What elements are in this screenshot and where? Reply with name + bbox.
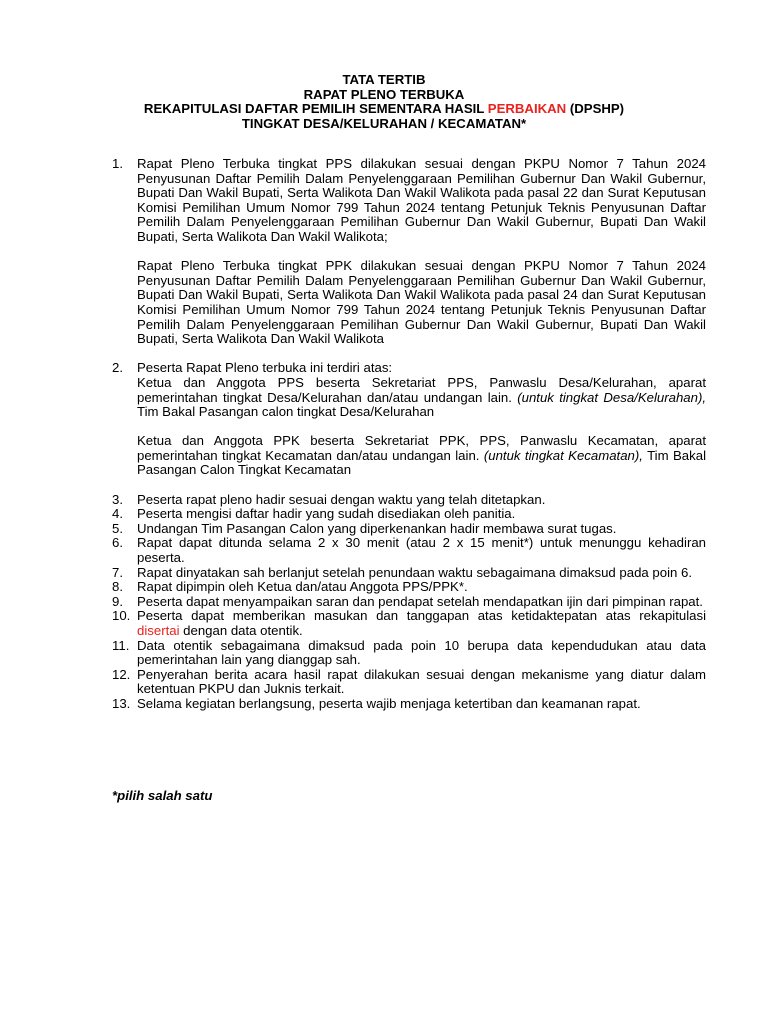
title-line-1: TATA TERTIB bbox=[342, 72, 426, 87]
rules-list bbox=[112, 157, 706, 712]
item-2-pps-italic: (untuk tingkat Desa/Kelurahan), bbox=[517, 389, 706, 405]
item-text: Undangan Tim Pasangan Calon yang diperkenankan hadir membawa surat tugas. bbox=[137, 520, 617, 536]
item-2-pps-tail: Tim Bakal Pasangan calon tingkat Desa/Kelurahan bbox=[137, 404, 435, 420]
item-number: 2. bbox=[112, 360, 123, 376]
item-2-paragraph-pps bbox=[137, 376, 706, 420]
item-number: 5. bbox=[112, 520, 123, 536]
document-title bbox=[0, 73, 768, 131]
item-text: Rapat dipimpin oleh Ketua dan/atau Anggota PPS/PPK*. bbox=[137, 579, 468, 595]
list-item-11 bbox=[112, 639, 706, 668]
item-text: Rapat dapat ditunda selama 2 x 30 menit (atau 2 x 15 menit*) untuk menunggu kehadiran peserta. bbox=[137, 535, 706, 566]
item-number: 10. bbox=[112, 608, 131, 624]
item-text bbox=[137, 609, 706, 638]
item-number: 7. bbox=[112, 564, 123, 580]
item-2-ppk-tail: Tim Bakal Pasangan Calon Tingkat Kecamatan bbox=[137, 447, 706, 478]
list-item-1 bbox=[112, 157, 706, 347]
item-2-ppk-text: Ketua dan Anggota PPK beserta Sekretariat PPK, PPS, Panwaslu Kecamatan, aparat pemerintahan tingkat Kecamatan dan/atau undangan lain. bbox=[137, 433, 706, 463]
title-line-3-start: REKAPITULASI DAFTAR PEMILIH SEMENTARA HASIL bbox=[143, 101, 488, 117]
item-1-paragraph-pps: Rapat Pleno Terbuka tingkat PPS dilakukan sesuai dengan PKPU Nomor 7 Tahun 2024 Penyusunan Daftar Pemilih Dalam Penyelenggaraan Pemilihan Gubernur Dan Wakil Gubernur, Bupati Dan Wakil Bupati, Serta Walikota Dan Wakil Walikota pada pasal 22 dan Surat Keputusan Komisi Pemilihan Umum Nomor 799 Tahun 2024 tentang Petunjuk Teknis Penyusunan Daftar Pemilih Dalam Penyelenggaraan Pemilihan Gubernur Dan Wakil Gubernur, Bupati Dan Wakil Bupati, Serta Walikota Dan Wakil Walikota; bbox=[137, 156, 706, 244]
item-number: 12. bbox=[112, 666, 131, 682]
item-text: Selama kegiatan berlangsung, peserta wajib menjaga ketertiban dan keamanan rapat. bbox=[137, 695, 641, 711]
item-2-pps-text: Ketua dan Anggota PPS beserta Sekretariat PPS, Panwaslu Desa/Kelurahan, aparat pemerintahan tingkat Desa/Kelurahan dan/atau undangan lain. bbox=[137, 374, 706, 405]
item-text: Rapat dinyatakan sah berlanjut setelah penundaan waktu sebagaimana dimaksud pada poin 6. bbox=[137, 564, 693, 580]
item-10-highlight-disertai: disertai bbox=[137, 623, 180, 638]
item-number: 9. bbox=[112, 593, 123, 609]
title-line-3-end: (DPSHP) bbox=[566, 101, 625, 117]
list-item-12 bbox=[112, 668, 706, 697]
list-item-13 bbox=[112, 697, 706, 712]
list-item-8 bbox=[112, 580, 706, 595]
item-number: 3. bbox=[112, 491, 123, 507]
list-item-3 bbox=[112, 493, 706, 508]
item-number: 11. bbox=[112, 637, 130, 653]
item-1-paragraph-ppk: Rapat Pleno Terbuka tingkat PPK dilakukan sesuai dengan PKPU Nomor 7 Tahun 2024 Penyusunan Daftar Pemilih Dalam Penyelenggaraan Pemilihan Gubernur Dan Wakil Gubernur, Bupati Dan Wakil Bupati, Serta Walikota Dan Wakil Walikota pada pasal 24 dan Surat Keputusan Komisi Pemilihan Umum Nomor 799 Tahun 2024 tentang Petunjuk Teknis Penyusunan Daftar Pemilih Dalam Penyelenggaraan Pemilihan Gubernur Dan Wakil Gubernur, Bupati Dan Wakil Bupati, Serta Walikota Dan Wakil Walikota bbox=[137, 258, 706, 347]
list-item-9 bbox=[112, 595, 706, 610]
title-line-2: RAPAT PLENO TERBUKA bbox=[303, 86, 465, 102]
item-number: 1. bbox=[112, 156, 123, 171]
footnote: *pilih salah satu bbox=[112, 788, 213, 803]
list-item-5 bbox=[112, 522, 706, 537]
list-item-10 bbox=[112, 609, 706, 638]
item-2-paragraph-ppk bbox=[137, 434, 706, 478]
item-2-intro: Peserta Rapat Pleno terbuka ini terdiri atas: bbox=[137, 360, 393, 376]
item-10-text-start: Peserta dapat memberikan masukan dan tanggapan atas ketidaktepatan atas rekapitulasi bbox=[137, 608, 706, 624]
list-item-6 bbox=[112, 536, 706, 565]
list-item-7 bbox=[112, 566, 706, 581]
list-item-4 bbox=[112, 507, 706, 522]
item-2-ppk-italic: (untuk tingkat Kecamatan), bbox=[483, 447, 643, 463]
title-highlight-perbaikan: PERBAIKAN bbox=[487, 101, 567, 117]
item-text: Peserta rapat pleno hadir sesuai dengan waktu yang telah ditetapkan. bbox=[137, 491, 546, 507]
item-number: 8. bbox=[112, 579, 123, 595]
item-text: Peserta mengisi daftar hadir yang sudah disediakan oleh panitia. bbox=[137, 506, 516, 522]
item-10-text-end: dengan data otentik. bbox=[179, 623, 303, 638]
item-number: 6. bbox=[112, 535, 123, 551]
item-number: 4. bbox=[112, 506, 123, 522]
list-item-2 bbox=[112, 361, 706, 478]
item-text: Peserta dapat menyampaikan saran dan pendapat setelah mendapatkan ijin dari pimpinan rapat. bbox=[137, 593, 703, 609]
item-text: Data otentik sebagaimana dimaksud pada poin 10 berupa data kependudukan atau data pemerintahan lain yang dianggap sah. bbox=[137, 637, 706, 668]
title-line-3 bbox=[0, 102, 768, 117]
item-text: Penyerahan berita acara hasil rapat dilakukan sesuai dengan mekanisme yang diatur dalam ketentuan PKPU dan Juknis terkait. bbox=[137, 666, 706, 697]
title-line-4: TINGKAT DESA/KELURAHAN / KECAMATAN* bbox=[241, 115, 527, 131]
item-number: 13. bbox=[112, 695, 131, 711]
